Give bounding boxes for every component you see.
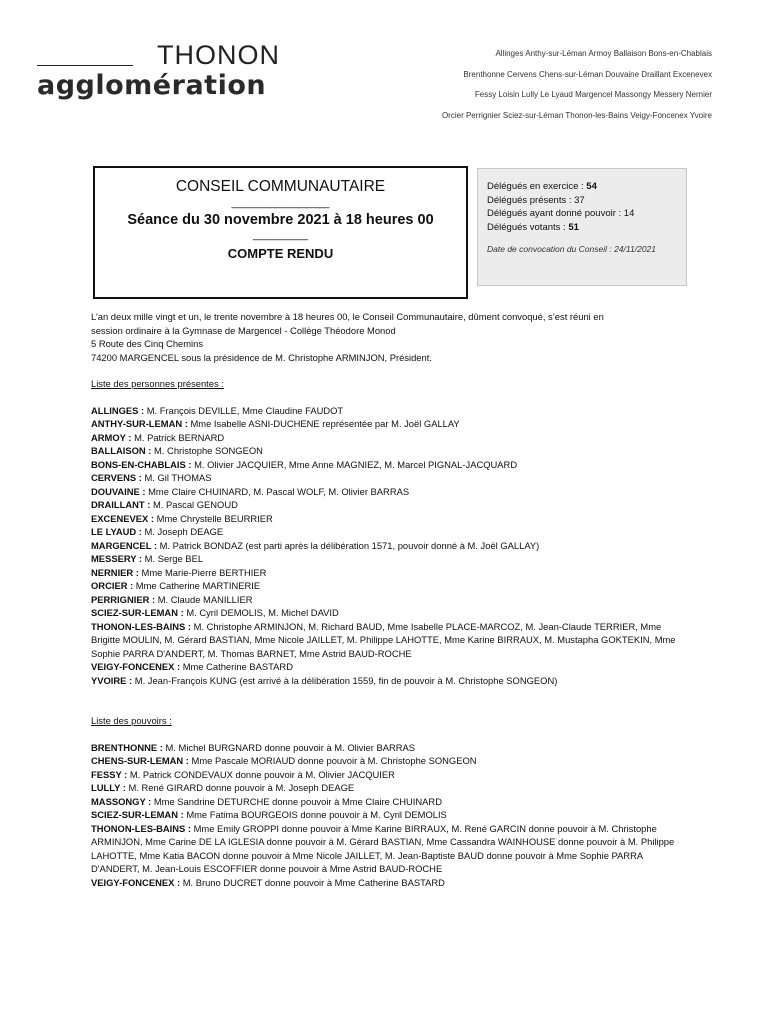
- presents-list: [91, 404, 691, 688]
- pouvoirs-heading: Liste des pouvoirs :: [91, 715, 172, 726]
- entry-text: M. Cyril DEMOLIS, M. Michel DAVID: [186, 607, 339, 618]
- present-entry: [91, 593, 691, 607]
- commune-name: SCIEZ-SUR-LEMAN :: [91, 809, 187, 820]
- pouvoir-entry: [91, 876, 691, 890]
- commune-name: BALLAISON :: [91, 445, 155, 456]
- title-separator: _________: [252, 229, 309, 241]
- entry-text: Mme Catherine MARTINERIE: [135, 580, 261, 591]
- logo-bottom-text: agglomération: [37, 70, 267, 101]
- entry-text: M. Michel BURGNARD donne pouvoir à M. Olivier BARRAS: [165, 741, 416, 753]
- commune-name: CHENS-SUR-LEMAN :: [91, 755, 192, 766]
- communes-line: Allinges Anthy-sur-Léman Armoy Ballaison Bons-en-Chablais: [495, 49, 712, 58]
- commune-name: THONON-LES-BAINS :: [91, 620, 194, 632]
- entry-text: M. Patrick CONDEVAUX donne pouvoir à M. Olivier JACQUIER: [129, 768, 395, 780]
- entry-text: Mme Chrystelle BEURRIER: [156, 512, 273, 524]
- commune-name: CERVENS :: [91, 472, 145, 483]
- present-entry: [91, 417, 691, 431]
- communes-line: Brenthonne Cervens Chens-sur-Léman Douvaine Draillant Excenevex: [463, 69, 712, 79]
- commune-name: LULLY :: [91, 782, 129, 793]
- entry-text: M. Christophe ARMINJON, M. Richard BAUD, Mme Isabelle PLACE-MARCOZ, M. Jean-Claude TERRIER, Mme Brigitte MOULIN, M. Gérard BASTIAN, Mme Nicole JAILLET, M. Philippe LAHOTTE, Mme Karine BIRRAUX, M. Mustapha GOKTEKIN, Mme Sophie PARRA D'ANDERT, M. Thomas BARNET, Mme Astrid BAUD-ROCHE: [91, 620, 676, 659]
- present-entry: [91, 606, 691, 620]
- present-entry: [91, 431, 691, 445]
- commune-name: PERRIGNIER :: [91, 593, 158, 605]
- present-entry: [91, 498, 691, 512]
- entry-text: M. François DEVILLE, Mme Claudine FAUDOT: [146, 404, 344, 416]
- logo-top-text: THONON: [157, 40, 280, 70]
- commune-name: MARGENCEL :: [91, 539, 160, 551]
- present-entry: [91, 458, 691, 472]
- session-date: Séance du 30 novembre 2021 à 18 heures 00: [127, 212, 434, 228]
- entry-text: Mme Marie-Pierre BERTHIER: [141, 566, 267, 578]
- entry-text: M. Gil THOMAS: [144, 472, 212, 483]
- entry-text: M. Christophe SONGEON: [154, 445, 263, 456]
- stat-exercice: Délégués en exercice : 54: [487, 181, 597, 192]
- logo-rule: [37, 65, 133, 66]
- present-entry: [91, 404, 691, 418]
- entry-text: M. Patrick BONDAZ (est parti après la délibération 1571, pouvoir donné à M. Joël GALLAY): [159, 539, 540, 551]
- commune-name: ANTHY-SUR-LEMAN :: [91, 418, 191, 429]
- communes-list: [352, 44, 712, 126]
- present-entry: [91, 471, 691, 485]
- entry-text: Mme Sandrine DETURCHE donne pouvoir à Mme Claire CHUINARD: [153, 795, 442, 807]
- commune-name: THONON-LES-BAINS :: [91, 822, 194, 834]
- present-entry: [91, 539, 691, 553]
- stat-presents: Délégués présents : 37: [487, 194, 585, 206]
- communes-line: Fessy Loisin Lully Le Lyaud Margencel Massongy Messery Nernier: [474, 90, 712, 99]
- commune-name: NERNIER :: [91, 566, 142, 578]
- intro-line: 5 Route des Cinq Chemins: [91, 338, 204, 349]
- commune-name: LE LYAUD :: [91, 526, 145, 537]
- commune-name: VEIGY-FONCENEX :: [91, 876, 183, 888]
- commune-name: BONS-EN-CHABLAIS :: [91, 458, 195, 470]
- present-entry: [91, 485, 691, 499]
- entry-text: M. Patrick BERNARD: [134, 431, 225, 443]
- pouvoir-entry: [91, 768, 691, 782]
- pouvoirs-list: [91, 741, 691, 890]
- pouvoir-entry: [91, 822, 691, 876]
- commune-name: ARMOY :: [91, 431, 135, 443]
- present-entry: [91, 444, 691, 458]
- present-entry: [91, 552, 691, 566]
- presents-heading: Liste des personnes présentes :: [91, 378, 224, 389]
- commune-name: SCIEZ-SUR-LEMAN :: [91, 607, 187, 618]
- pouvoir-entry: [91, 741, 691, 755]
- pouvoir-entry: [91, 795, 691, 809]
- title-box: [93, 166, 468, 299]
- stat-pouvoir: Délégués ayant donné pouvoir : 14: [487, 208, 635, 219]
- commune-name: YVOIRE :: [91, 674, 135, 686]
- intro-line: 74200 MARGENCEL sous la présidence de M. Christophe ARMINJON, Président.: [91, 351, 432, 363]
- stat-votants: Délégués votants : 51: [487, 221, 579, 233]
- entry-text: Mme Fatima BOURGEOIS donne pouvoir à M. Cyril DEMOLIS: [186, 809, 447, 820]
- commune-name: MESSERY :: [91, 553, 145, 564]
- entry-text: Mme Claire CHUINARD, M. Pascal WOLF, M. Olivier BARRAS: [148, 485, 410, 497]
- commune-name: EXCENEVEX :: [91, 512, 157, 524]
- commune-name: MASSONGY :: [91, 795, 154, 807]
- commune-name: DRAILLANT :: [91, 499, 153, 510]
- commune-name: DOUVAINE :: [91, 485, 149, 497]
- commune-name: ORCIER :: [91, 580, 136, 591]
- commune-name: FESSY :: [91, 768, 130, 780]
- present-entry: [91, 660, 691, 674]
- entry-text: Mme Pascale MORIAUD donne pouvoir à M. Christophe SONGEON: [191, 755, 477, 766]
- title-separator: ________________: [231, 197, 330, 209]
- entry-text: M. René GIRARD donne pouvoir à M. Joseph DEAGE: [128, 782, 355, 793]
- compte-rendu-title: COMPTE RENDU: [227, 246, 334, 261]
- entry-text: Mme Emily GROPPI donne pouvoir à Mme Karine BIRRAUX, M. René GARCIN donne pouvoir à M. Christophe ARMINJON, Mme Carine DE LA IGLESIA donne pouvoir à M. Gérard BASTIAN, Mme Cassandra WAINHOUSE donne pouvoir à M. Philippe LAHOTTE, Mme Katia BACON donne pouvoir à Mme Nicole JAILLET, M. Jean-Baptiste BAUD donne pouvoir à Mme Sophie PARRA D'ANDERT, M. Jean-Louis ESCOFFIER donne pouvoir à Mme Astrid BAUD-ROCHE: [91, 822, 675, 874]
- entry-text: M. Pascal GENOUD: [152, 499, 238, 510]
- entry-text: M. Olivier JACQUIER, Mme Anne MAGNIEZ, M. Marcel PIGNAL-JACQUARD: [194, 458, 518, 470]
- council-title: CONSEIL COMMUNAUTAIRE: [175, 178, 386, 195]
- entry-text: M. Joseph DEAGE: [144, 526, 224, 537]
- pouvoir-entry: [91, 808, 691, 822]
- convocation-date: Date de convocation du Conseil : 24/11/2021: [487, 244, 657, 254]
- delegates-stats-box: [477, 168, 687, 286]
- entry-text: M. Bruno DUCRET donne pouvoir à Mme Catherine BASTARD: [182, 876, 445, 888]
- pouvoir-entry: [91, 754, 691, 768]
- present-entry: [91, 525, 691, 539]
- entry-text: Mme Isabelle ASNI-DUCHENE représentée par M. Joël GALLAY: [190, 418, 460, 429]
- present-entry: [91, 566, 691, 580]
- communes-line: Orcier Perrignier Sciez-sur-Léman Thonon-les-Bains Veigy-Foncenex Yvoire: [441, 110, 712, 120]
- intro-line: session ordinaire à la Gymnase de Margencel - Collège Théodore Monod: [91, 324, 396, 336]
- entry-text: M. Jean-François KUNG (est arrivé à la délibération 1559, fin de pouvoir à M. Christophe SONGEON): [134, 674, 558, 686]
- present-entry: [91, 512, 691, 526]
- present-entry: [91, 579, 691, 593]
- intro-paragraph: [91, 310, 691, 364]
- entry-text: Mme Catherine BASTARD: [182, 661, 293, 672]
- present-entry: [91, 674, 691, 688]
- present-entry: [91, 620, 691, 661]
- document-body: [91, 310, 691, 889]
- commune-name: ALLINGES :: [91, 404, 147, 416]
- entry-text: M. Claude MANILLIER: [157, 593, 253, 605]
- entry-text: M. Serge BEL: [144, 553, 204, 564]
- pouvoir-entry: [91, 781, 691, 795]
- intro-line: L’an deux mille vingt et un, le trente novembre à 18 heures 00, le Conseil Communautaire, dûment convoqué, s’est réuni en: [91, 311, 604, 322]
- commune-name: BRENTHONNE :: [91, 741, 166, 753]
- commune-name: VEIGY-FONCENEX :: [91, 661, 183, 672]
